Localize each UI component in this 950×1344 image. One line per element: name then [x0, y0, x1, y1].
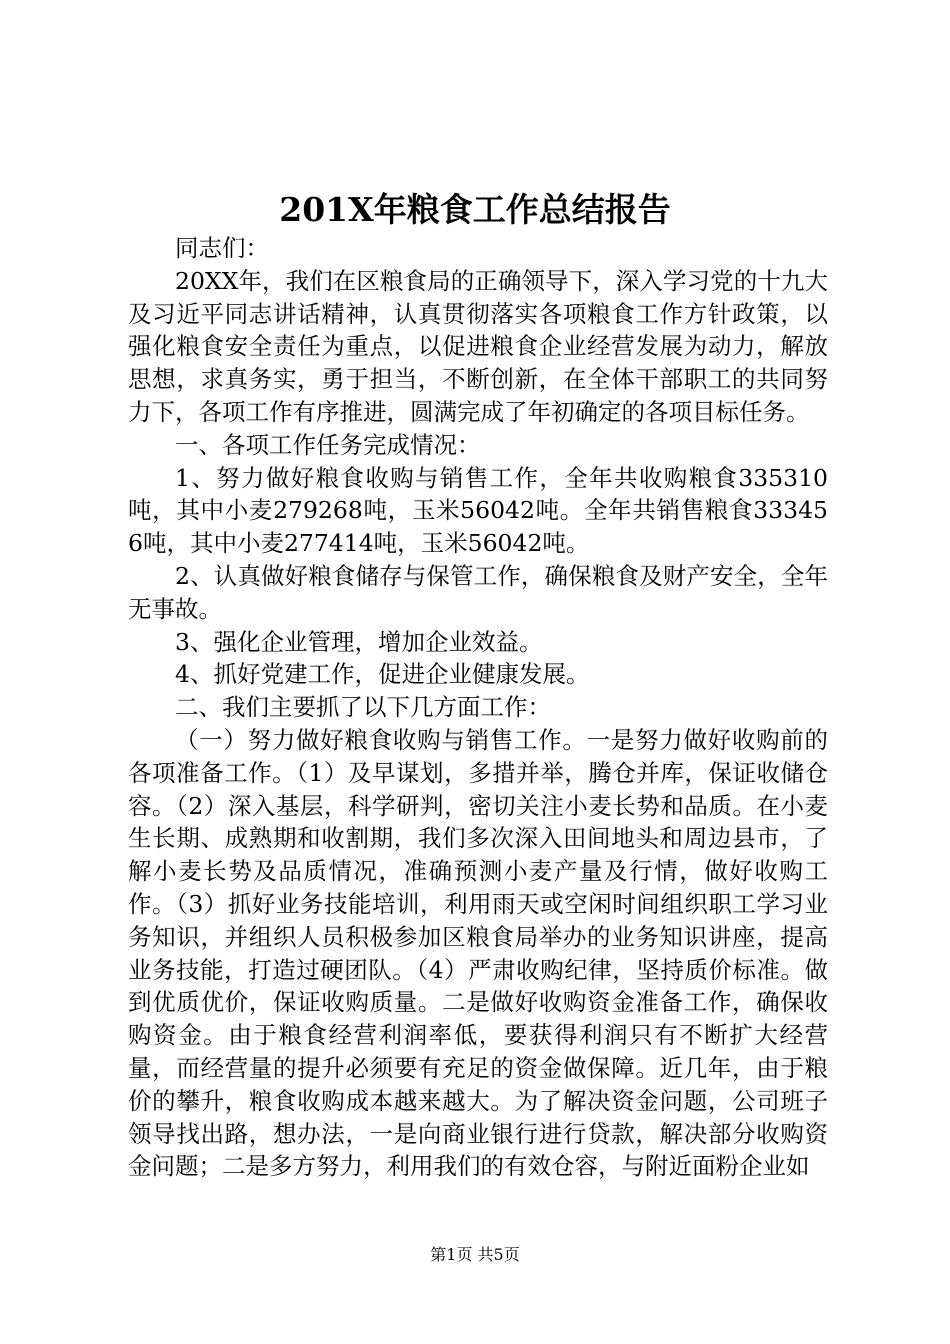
- page-number-footer: 第1页 共5页: [430, 1245, 520, 1264]
- paragraph-salutation: 同志们：: [175, 234, 269, 262]
- paragraph-intro: 20XX年，我们在区粮食局的正确领导下，深入学习党的十九大及习近平同志讲话精神，认真贯彻落实各项粮食工作方针政策，以强化粮食安全责任为重点，以促进粮食企业经营发展为动力，解放思想，求真务实，勇于担当，不断创新，在全体干部职工的共同努力下，各项工作有序推进，圆满完成了年初确定的各项目标任务。: [128, 266, 828, 426]
- section-heading-1: 一、各项工作任务完成情况：: [175, 430, 481, 459]
- document-title: 201X年粮食工作总结报告: [279, 190, 671, 229]
- paragraph-item-2: 2、认真做好粮食储存与保管工作，确保粮食及财产安全，全年无事故。: [128, 561, 828, 623]
- document-body: [128, 232, 828, 1183]
- paragraph-subsection-1: （一）努力做好粮食收购与销售工作。一是努力做好收购前的各项准备工作。（1）及早谋划，多措并举，腾仓并库，保证收储仓容。（2）深入基层，科学研判，密切关注小麦长势和品质。在小麦生长期、成熟期和收割期，我们多次深入田间地头和周边县市，了解小麦长势及品质情况，准确预测小麦产量及行情，做好收购工作。（3）抓好业务技能培训，利用雨天或空闲时间组织职工学习业务知识，并组织人员积极参加区粮食局举办的业务知识讲座，提高业务技能，打造过硬团队。（4）严肃收购纪律，坚持质价标准。做到优质优价，保证收购质量。二是做好收购资金准备工作，确保收购资金。由于粮食经营利润率低，要获得利润只有不断扩大经营量，而经营量的提升必须要有充足的资金做保障。近几年，由于粮价的攀升，粮食收购成本越来越大。为了解决资金问题，公司班子领导找出路，想办法，一是向商业银行进行贷款，解决部分收购资金问题；二是多方努力，利用我们的有效仓容，与附近面粉企业如: [128, 725, 828, 1181]
- section-heading-2: 二、我们主要抓了以下几方面工作：: [175, 693, 551, 722]
- paragraph-item-1: 1、努力做好粮食收购与销售工作，全年共收购粮食335310吨，其中小麦279268吨，玉米56042吨。全年共销售粮食333456吨，其中小麦277414吨，玉米56042吨。: [128, 463, 828, 558]
- paragraph-item-3: 3、强化企业管理，增加企业效益。: [175, 627, 543, 656]
- paragraph-item-4: 4、抓好党建工作，促进企业健康发展。: [175, 660, 590, 689]
